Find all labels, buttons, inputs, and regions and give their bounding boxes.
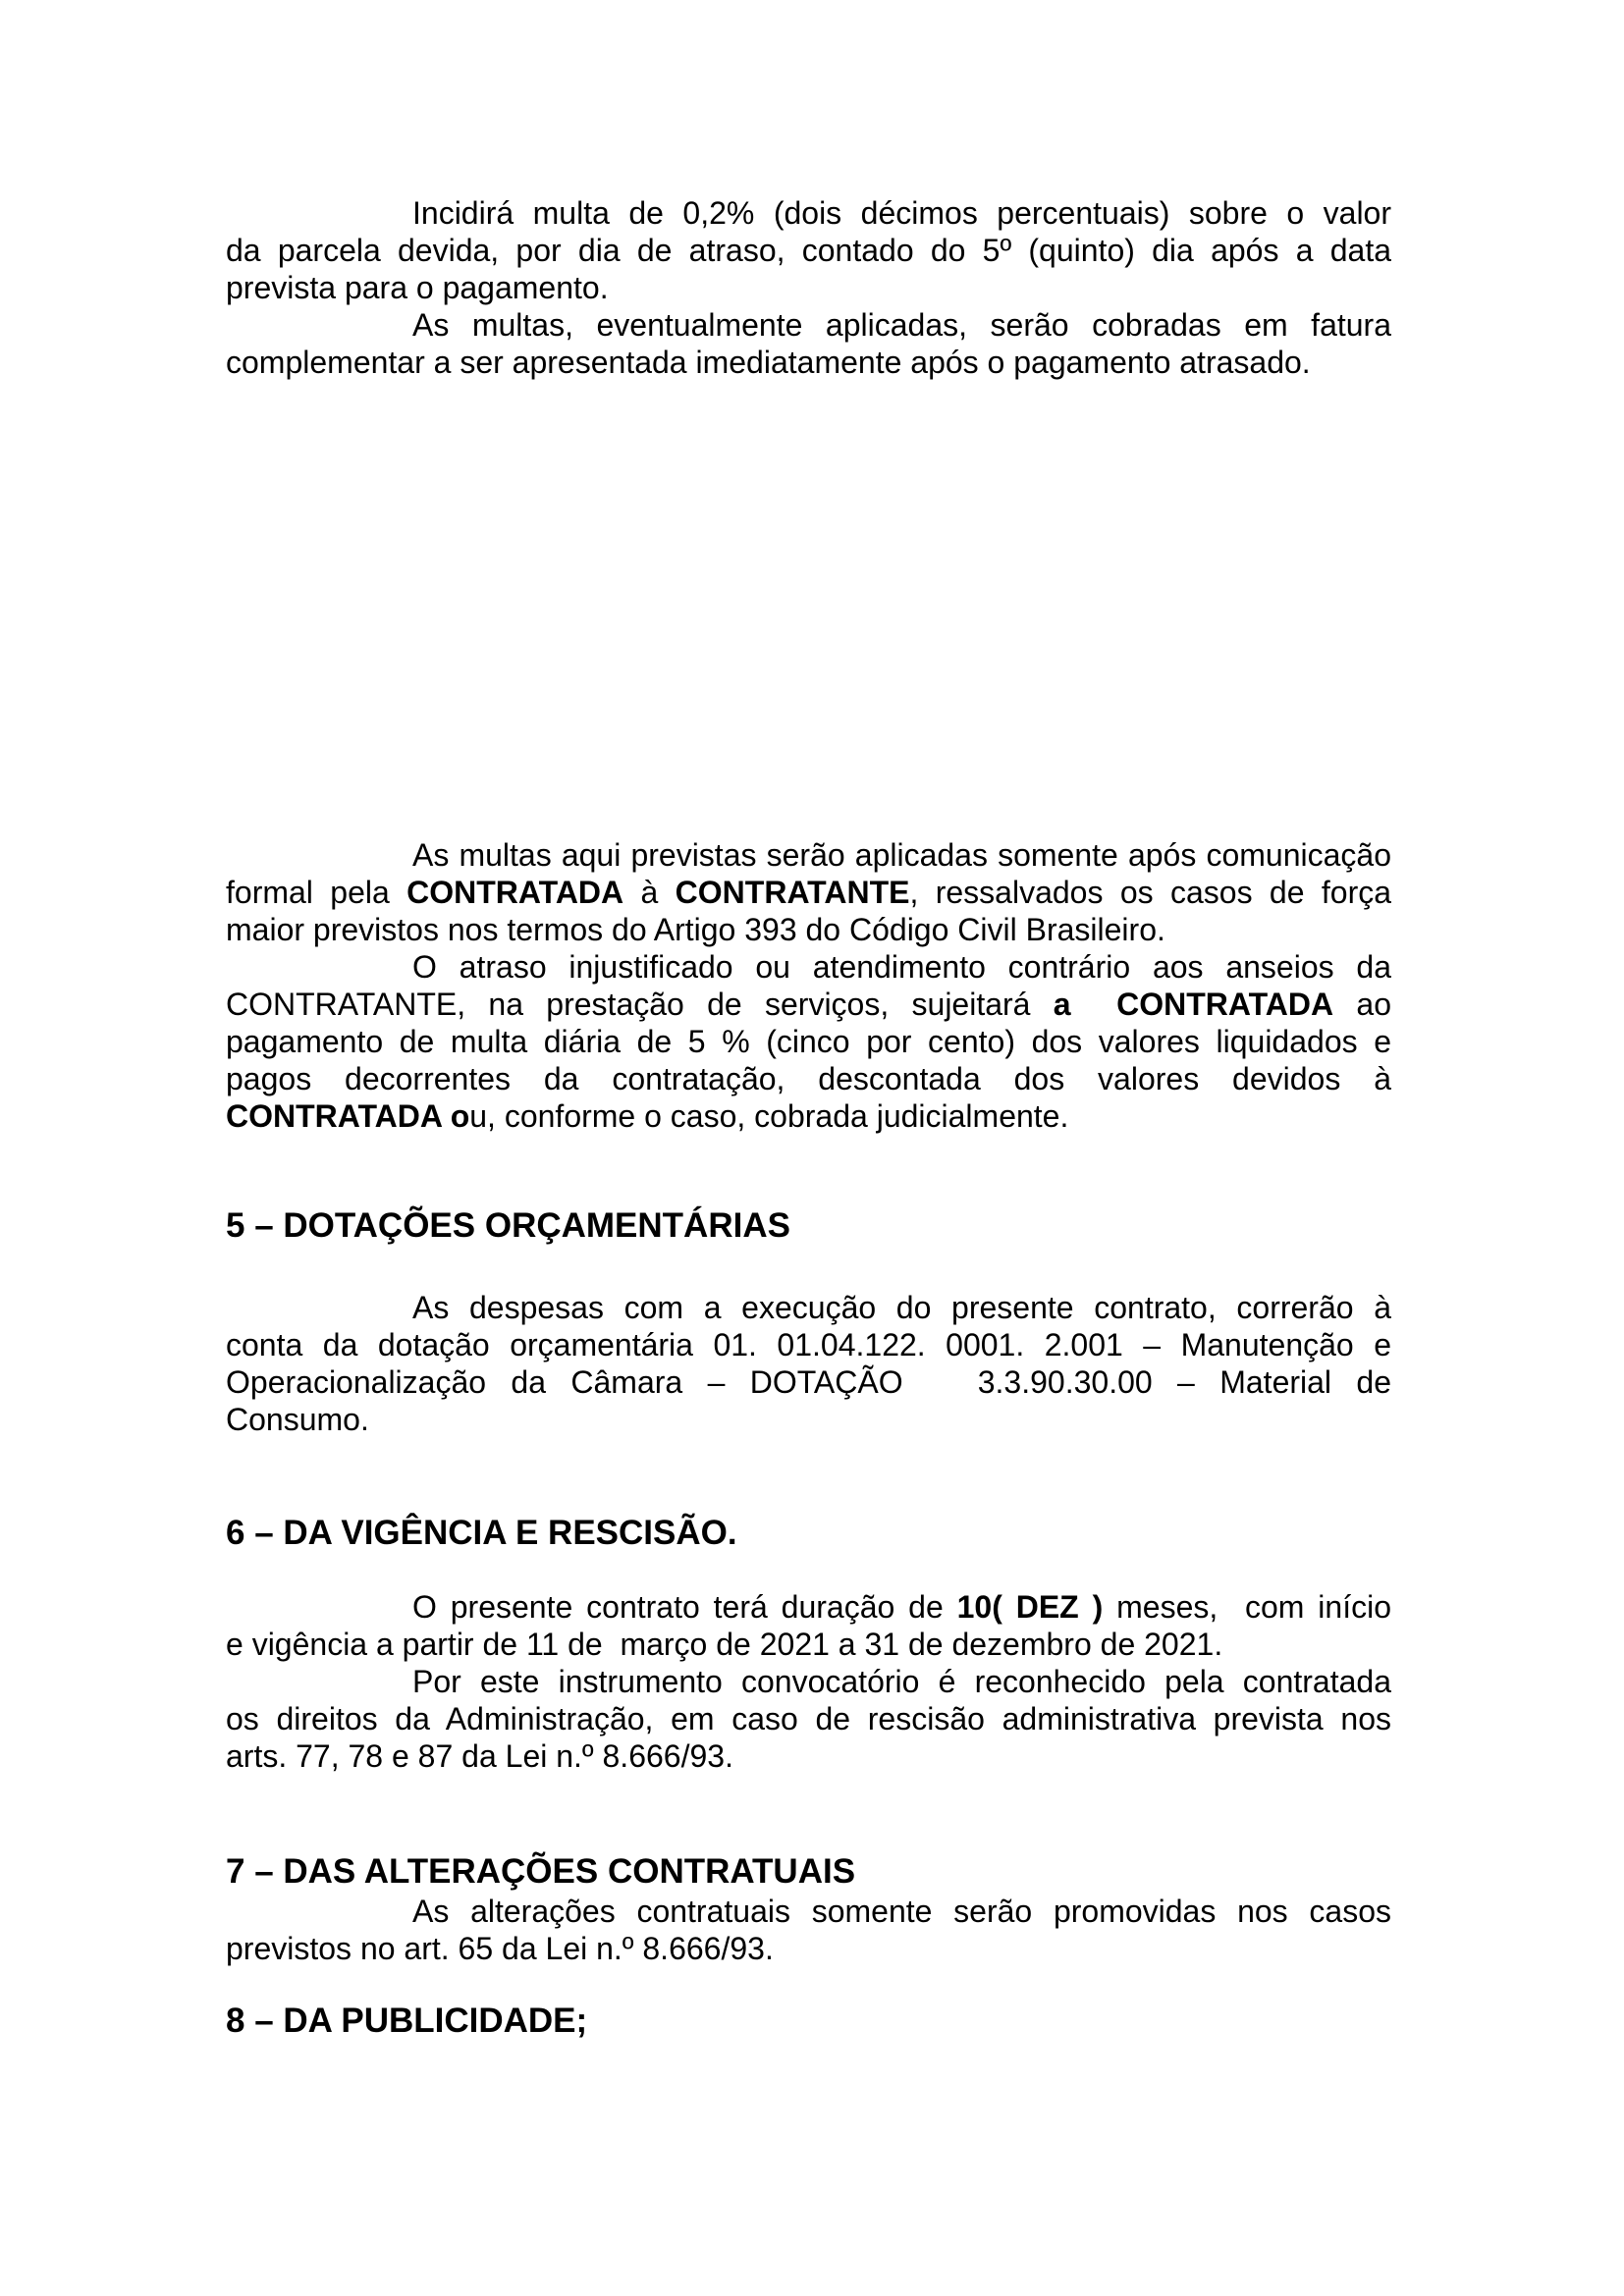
text-line xyxy=(226,1663,1391,1700)
bold-text-run: CONTRATANTE xyxy=(675,875,910,910)
text-run: As alterações contratuais somente serão promovidas nos casos xyxy=(412,1894,1391,1929)
text-run: conta da dotação orçamentária 01. 01.04.122. 0001. 2.001 – Manutenção e xyxy=(226,1327,1391,1362)
text-run: da parcela devida, por dia de atraso, contado do 5º (quinto) dia após a data xyxy=(226,233,1391,268)
text-run: pagos decorrentes da contratação, descontada dos valores devidos à xyxy=(226,1061,1391,1096)
text-line xyxy=(226,1737,1391,1775)
text-line xyxy=(226,344,1391,381)
text-run: prevista para o pagamento. xyxy=(226,270,609,305)
text-run: e vigência a partir de 11 de março de 2021 a 31 de dezembro de 2021. xyxy=(226,1627,1223,1662)
text-run: arts. 77, 78 e 87 da Lei n.º 8.666/93. xyxy=(226,1738,733,1774)
section-7-heading: 7 – DAS ALTERAÇÕES CONTRATUAIS xyxy=(226,1852,856,1891)
bold-text-run: 10( DEZ ) xyxy=(956,1589,1104,1625)
text-run: Operacionalização da Câmara – DOTAÇÃO 3.3.90.30.00 – Material de xyxy=(226,1364,1391,1400)
bold-text-run: CONTRATADA xyxy=(406,875,624,910)
text-run: As multas aqui previstas serão aplicadas somente após comunicação xyxy=(412,837,1391,873)
text-run: , ressalvados os casos de força xyxy=(909,875,1391,910)
text-run: pagamento de multa diária de 5 % (cinco por cento) dos valores liquidados e xyxy=(226,1024,1391,1059)
paragraph-fine-invoice xyxy=(226,306,1391,381)
text-run: O presente contrato terá duração de xyxy=(412,1589,957,1625)
text-line xyxy=(226,1326,1391,1363)
text-line xyxy=(226,986,1391,1023)
text-line xyxy=(226,1893,1391,1930)
text-run: maior previstos nos termos do Artigo 393 do Código Civil Brasileiro. xyxy=(226,912,1165,947)
text-line xyxy=(226,1289,1391,1326)
paragraph-rescission-rights xyxy=(226,1663,1391,1775)
text-line xyxy=(226,232,1391,269)
text-line xyxy=(226,1023,1391,1060)
text-run: Incidirá multa de 0,2% (dois décimos percentuais) sobre o valor xyxy=(412,195,1391,231)
text-run: Por este instrumento convocatório é reconhecido pela contratada xyxy=(412,1664,1391,1699)
paragraph-fine-notification xyxy=(226,836,1391,948)
text-run: meses, com início xyxy=(1103,1589,1391,1625)
text-run: complementar a ser apresentada imediatamente após o pagamento atrasado. xyxy=(226,345,1311,380)
text-line xyxy=(226,194,1391,232)
text-run: formal pela xyxy=(226,875,407,910)
text-run: u, conforme o caso, cobrada judicialmente. xyxy=(469,1098,1069,1134)
paragraph-contract-changes xyxy=(226,1893,1391,1967)
text-run: Consumo. xyxy=(226,1402,369,1437)
text-run: os direitos da Administração, em caso de rescisão administrativa prevista nos xyxy=(226,1701,1391,1736)
text-line xyxy=(226,1930,1391,1967)
text-line xyxy=(226,874,1391,911)
text-line xyxy=(226,1060,1391,1097)
bold-text-run: CONTRATADA o xyxy=(226,1098,470,1134)
section-8-heading: 8 – DA PUBLICIDADE; xyxy=(226,2002,588,2040)
text-run: CONTRATANTE, na prestação de serviços, sujeitará xyxy=(226,987,1054,1022)
text-run: à xyxy=(623,875,676,910)
text-line xyxy=(226,911,1391,948)
text-line xyxy=(226,306,1391,344)
section-5-heading: 5 – DOTAÇÕES ORÇAMENTÁRIAS xyxy=(226,1206,790,1245)
text-line xyxy=(226,948,1391,986)
text-line xyxy=(226,1097,1391,1135)
text-line xyxy=(226,269,1391,306)
text-run: previstos no art. 65 da Lei n.º 8.666/93. xyxy=(226,1931,774,1966)
text-line xyxy=(226,836,1391,874)
paragraph-contract-duration xyxy=(226,1588,1391,1663)
text-line xyxy=(226,1363,1391,1401)
text-line xyxy=(226,1626,1391,1663)
text-run: As multas, eventualmente aplicadas, serão cobradas em fatura xyxy=(412,307,1391,343)
paragraph-delay-penalty xyxy=(226,948,1391,1135)
paragraph-budget-allocation xyxy=(226,1289,1391,1438)
text-run: As despesas com a execução do presente contrato, correrão à xyxy=(412,1290,1391,1325)
text-run: O atraso injustificado ou atendimento contrário aos anseios da xyxy=(412,949,1391,985)
text-line xyxy=(226,1700,1391,1737)
text-line xyxy=(226,1588,1391,1626)
section-6-heading: 6 – DA VIGÊNCIA E RESCISÃO. xyxy=(226,1514,737,1552)
bold-text-run: a CONTRATADA xyxy=(1053,987,1334,1022)
paragraph-fine-daily xyxy=(226,194,1391,306)
text-line xyxy=(226,1401,1391,1438)
text-run: ao xyxy=(1333,987,1391,1022)
